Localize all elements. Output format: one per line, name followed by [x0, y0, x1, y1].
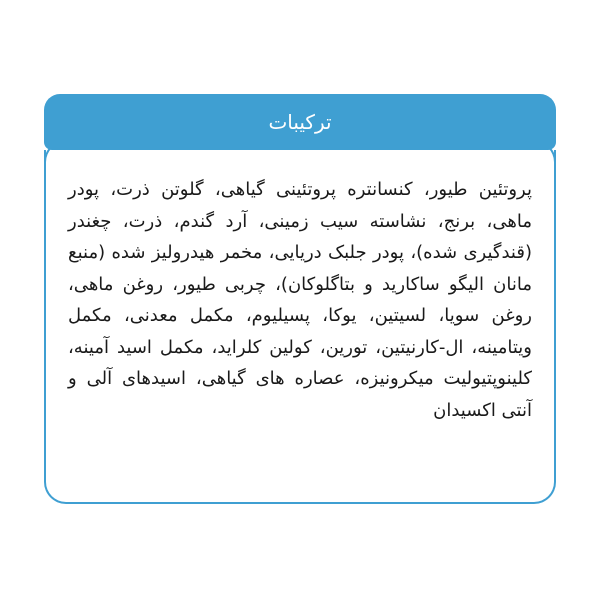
ingredients-text: پروتئین طیور، کنسانتره پروتئینی گیاهی، گلوتن ذرت، پودر ماهی، برنج، نشاسته سیب زمینی، آرد گندم، ذرت، چغندر (قندگیری شده)، پودر جلبک دریایی، مخمر هیدرولیز شده (منبع مانان الیگو ساکارید و بتاگلوکان)، چربی طیور، روغن ماهی، روغن سویا، لسیتین، یوکا، پسیلیوم، مکمل معدنی، مکمل ویتامینه، ال-کارنیتین، تورین، کولین کلراید، مکمل اسید آمینه، کلینوپتیولیت میکرونیزه، عصاره های گیاهی، اسیدهای آلی و آنتی اکسیدان	[68, 179, 532, 421]
card-header	[44, 94, 556, 150]
card-body	[44, 150, 556, 504]
card-title: ترکیبات	[268, 110, 332, 134]
ingredients-card	[44, 94, 556, 506]
